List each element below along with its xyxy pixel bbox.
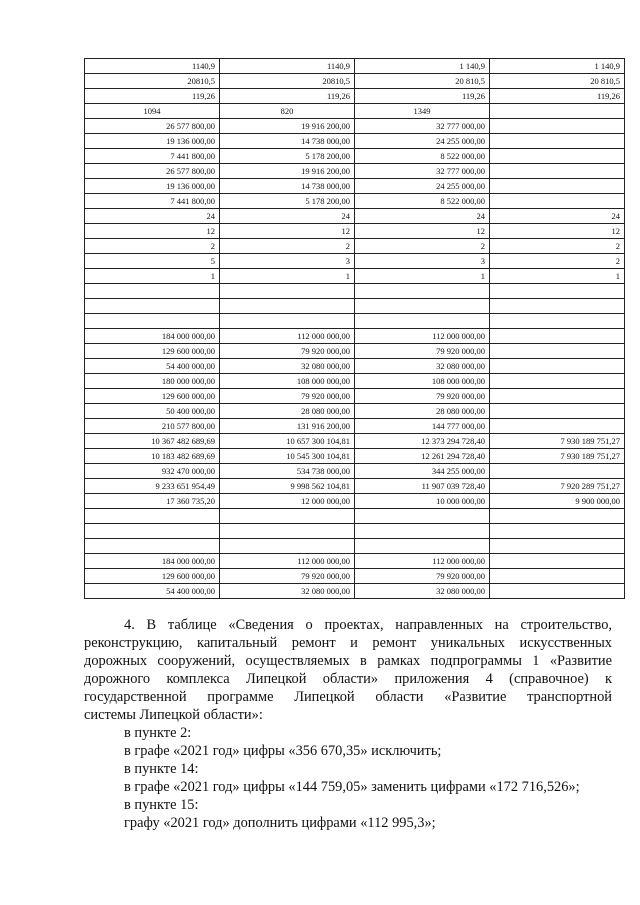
table-cell: 820 xyxy=(220,104,355,119)
table-cell: 79 920 000,00 xyxy=(220,389,355,404)
point-14-heading: в пункте 14: xyxy=(124,761,199,777)
table-row xyxy=(85,479,625,494)
document-text xyxy=(84,616,612,832)
table-cell xyxy=(490,329,625,344)
table-row xyxy=(85,299,625,314)
table-cell: 24 255 000,00 xyxy=(355,179,490,194)
table-cell: 24 xyxy=(85,209,220,224)
table-cell: 12 000 000,00 xyxy=(220,494,355,509)
table-cell: 19 136 000,00 xyxy=(85,179,220,194)
table-row xyxy=(85,149,625,164)
table-row xyxy=(85,494,625,509)
table-cell xyxy=(490,344,625,359)
table-cell: 14 738 000,00 xyxy=(220,179,355,194)
table-cell: 20 810,5 xyxy=(490,74,625,89)
table-cell: 1140,9 xyxy=(85,59,220,74)
table-cell xyxy=(85,524,220,539)
table-cell xyxy=(220,284,355,299)
table-cell xyxy=(85,284,220,299)
table-cell: 11 907 039 728,40 xyxy=(355,479,490,494)
table-cell xyxy=(355,284,490,299)
table-cell: 8 522 000,00 xyxy=(355,149,490,164)
table-row xyxy=(85,269,625,284)
table-row xyxy=(85,359,625,374)
table-cell: 19 916 200,00 xyxy=(220,119,355,134)
table-cell: 932 470 000,00 xyxy=(85,464,220,479)
table-cell xyxy=(490,119,625,134)
table-row xyxy=(85,524,625,539)
table-cell xyxy=(85,539,220,554)
table-cell xyxy=(490,419,625,434)
table-cell: 7 930 189 751,27 xyxy=(490,434,625,449)
table-cell xyxy=(220,539,355,554)
table-cell xyxy=(490,554,625,569)
table-cell: 24 255 000,00 xyxy=(355,134,490,149)
table-cell: 119,26 xyxy=(85,89,220,104)
table-cell: 5 178 200,00 xyxy=(220,149,355,164)
table-cell: 5 xyxy=(85,254,220,269)
table-cell: 32 080 000,00 xyxy=(220,584,355,599)
table-row xyxy=(85,74,625,89)
table-cell: 108 000 000,00 xyxy=(220,374,355,389)
table-row xyxy=(85,284,625,299)
table-cell xyxy=(355,539,490,554)
table-cell xyxy=(490,569,625,584)
table-row xyxy=(85,389,625,404)
table-cell xyxy=(490,299,625,314)
table-cell: 17 360 735,20 xyxy=(85,494,220,509)
table-cell xyxy=(355,314,490,329)
table-cell: 32 777 000,00 xyxy=(355,119,490,134)
table-cell xyxy=(490,194,625,209)
table-cell: 112 000 000,00 xyxy=(220,554,355,569)
table-cell: 10 183 482 689,69 xyxy=(85,449,220,464)
table-cell: 9 998 562 104,81 xyxy=(220,479,355,494)
table-cell: 9 233 651 954,49 xyxy=(85,479,220,494)
table-cell: 210 577 800,00 xyxy=(85,419,220,434)
table-cell xyxy=(490,404,625,419)
point-2-heading: в пункте 2: xyxy=(124,725,192,741)
point-14-text: в графе «2021 год» цифры «144 759,05» заменить цифрами «172 716,526»; xyxy=(124,779,580,795)
table-cell: 129 600 000,00 xyxy=(85,569,220,584)
table-cell xyxy=(85,314,220,329)
table-cell xyxy=(490,314,625,329)
table-cell: 7 441 800,00 xyxy=(85,194,220,209)
table-cell: 8 522 000,00 xyxy=(355,194,490,209)
paragraph-4-line-1: 4. В таблице «Сведения о проектах, направленных на строительство, xyxy=(124,617,612,633)
table-cell: 1 140,9 xyxy=(490,59,625,74)
table-row xyxy=(85,194,625,209)
table-cell: 3 xyxy=(355,254,490,269)
table-cell: 26 577 800,00 xyxy=(85,119,220,134)
table-row xyxy=(85,404,625,419)
point-2-text: в графе «2021 год» цифры «356 670,35» исключить; xyxy=(124,743,442,759)
table-cell: 1 xyxy=(355,269,490,284)
table-cell: 54 400 000,00 xyxy=(85,584,220,599)
table-cell: 180 000 000,00 xyxy=(85,374,220,389)
table-cell: 112 000 000,00 xyxy=(355,329,490,344)
table-cell: 20810,5 xyxy=(85,74,220,89)
table-cell: 24 xyxy=(490,209,625,224)
table-row xyxy=(85,329,625,344)
table-cell: 79 920 000,00 xyxy=(220,569,355,584)
table-cell xyxy=(490,539,625,554)
table-cell: 534 738 000,00 xyxy=(220,464,355,479)
table-cell: 7 441 800,00 xyxy=(85,149,220,164)
table-row xyxy=(85,164,625,179)
table-row xyxy=(85,254,625,269)
table-cell: 112 000 000,00 xyxy=(220,329,355,344)
table-row xyxy=(85,134,625,149)
table-cell: 10 367 482 689,69 xyxy=(85,434,220,449)
table-row xyxy=(85,449,625,464)
table-cell: 131 916 200,00 xyxy=(220,419,355,434)
table-cell: 79 920 000,00 xyxy=(355,344,490,359)
table-cell: 12 xyxy=(85,224,220,239)
table-cell: 119,26 xyxy=(220,89,355,104)
table-cell: 32 080 000,00 xyxy=(355,359,490,374)
table-cell xyxy=(490,164,625,179)
table-cell xyxy=(355,509,490,524)
table-row xyxy=(85,209,625,224)
table-cell: 1 xyxy=(85,269,220,284)
paragraph-4-line-4: дорожного комплекса Липецкой области» приложения 4 (справочное) к xyxy=(84,671,612,687)
table-cell: 1 140,9 xyxy=(355,59,490,74)
point-15-heading: в пункте 15: xyxy=(124,797,199,813)
table-cell: 119,26 xyxy=(490,89,625,104)
table-cell: 12 xyxy=(490,224,625,239)
table-cell: 2 xyxy=(220,239,355,254)
table-cell: 79 920 000,00 xyxy=(355,569,490,584)
data-table-body xyxy=(85,59,625,599)
table-cell xyxy=(220,524,355,539)
paragraph-4-line-5: государственной программе Липецкой области «Развитие транспортной xyxy=(84,689,612,705)
table-cell: 10 000 000,00 xyxy=(355,494,490,509)
table-cell: 54 400 000,00 xyxy=(85,359,220,374)
table-row xyxy=(85,224,625,239)
table-cell xyxy=(490,359,625,374)
table-cell: 108 000 000,00 xyxy=(355,374,490,389)
table-cell: 1140,9 xyxy=(220,59,355,74)
table-cell xyxy=(220,314,355,329)
table-cell: 79 920 000,00 xyxy=(355,389,490,404)
data-table xyxy=(84,58,625,599)
table-cell xyxy=(220,509,355,524)
table-cell: 9 900 000,00 xyxy=(490,494,625,509)
paragraph-4-line-2: реконструкцию, капитальный ремонт и ремонт уникальных искусственных xyxy=(84,635,612,651)
table-cell xyxy=(490,149,625,164)
table-row xyxy=(85,374,625,389)
table-cell: 2 xyxy=(85,239,220,254)
table-cell xyxy=(490,464,625,479)
table-cell: 19 916 200,00 xyxy=(220,164,355,179)
table-row xyxy=(85,464,625,479)
table-cell: 144 777 000,00 xyxy=(355,419,490,434)
table-cell: 2 xyxy=(490,254,625,269)
table-cell: 12 373 294 728,40 xyxy=(355,434,490,449)
table-cell: 129 600 000,00 xyxy=(85,389,220,404)
table-cell: 32 080 000,00 xyxy=(355,584,490,599)
table-row xyxy=(85,239,625,254)
table-cell xyxy=(490,524,625,539)
table-cell: 28 080 000,00 xyxy=(355,404,490,419)
table-cell: 24 xyxy=(220,209,355,224)
table-row xyxy=(85,434,625,449)
table-cell: 32 080 000,00 xyxy=(220,359,355,374)
table-cell: 12 xyxy=(355,224,490,239)
table-row xyxy=(85,89,625,104)
table-cell: 344 255 000,00 xyxy=(355,464,490,479)
table-cell: 20 810,5 xyxy=(355,74,490,89)
table-cell: 1 xyxy=(220,269,355,284)
table-cell: 1349 xyxy=(355,104,490,119)
table-row xyxy=(85,314,625,329)
table-cell: 112 000 000,00 xyxy=(355,554,490,569)
paragraph-4-line-3: дорожных сооружений, осуществляемых в рамках подпрограммы 1 «Развитие xyxy=(84,653,612,669)
table-cell: 10 657 300 104,81 xyxy=(220,434,355,449)
table-cell xyxy=(490,389,625,404)
table-row xyxy=(85,419,625,434)
table-cell: 19 136 000,00 xyxy=(85,134,220,149)
table-row xyxy=(85,539,625,554)
table-row xyxy=(85,509,625,524)
table-cell xyxy=(490,584,625,599)
table-cell: 28 080 000,00 xyxy=(220,404,355,419)
table-cell xyxy=(85,509,220,524)
table-cell: 24 xyxy=(355,209,490,224)
table-cell: 7 920 289 751,27 xyxy=(490,479,625,494)
table-row xyxy=(85,179,625,194)
table-cell xyxy=(490,179,625,194)
table-cell: 5 178 200,00 xyxy=(220,194,355,209)
table-cell xyxy=(490,134,625,149)
table-cell: 2 xyxy=(490,239,625,254)
table-cell xyxy=(490,509,625,524)
table-row xyxy=(85,119,625,134)
point-15-text: графу «2021 год» дополнить цифрами «112 995,3»; xyxy=(124,815,436,831)
table-cell: 3 xyxy=(220,254,355,269)
table-cell: 184 000 000,00 xyxy=(85,554,220,569)
table-row xyxy=(85,554,625,569)
table-cell: 32 777 000,00 xyxy=(355,164,490,179)
table-cell xyxy=(355,299,490,314)
table-cell: 2 xyxy=(355,239,490,254)
table-cell xyxy=(220,299,355,314)
table-cell xyxy=(490,374,625,389)
table-cell: 129 600 000,00 xyxy=(85,344,220,359)
table-row xyxy=(85,344,625,359)
paragraph-4-line-6: системы Липецкой области»: xyxy=(84,707,263,723)
table-cell: 184 000 000,00 xyxy=(85,329,220,344)
table-cell: 119,26 xyxy=(355,89,490,104)
table-cell xyxy=(490,284,625,299)
table-cell: 50 400 000,00 xyxy=(85,404,220,419)
table-cell: 12 261 294 728,40 xyxy=(355,449,490,464)
table-cell: 7 930 189 751,27 xyxy=(490,449,625,464)
table-row xyxy=(85,59,625,74)
table-row xyxy=(85,104,625,119)
table-cell: 12 xyxy=(220,224,355,239)
table-cell: 79 920 000,00 xyxy=(220,344,355,359)
table-cell xyxy=(355,524,490,539)
table-cell: 1094 xyxy=(85,104,220,119)
table-cell: 1 xyxy=(490,269,625,284)
table-cell xyxy=(85,299,220,314)
table-cell: 10 545 300 104,81 xyxy=(220,449,355,464)
table-cell xyxy=(490,104,625,119)
data-table-container xyxy=(84,58,624,599)
table-cell: 20810,5 xyxy=(220,74,355,89)
table-row xyxy=(85,584,625,599)
table-row xyxy=(85,569,625,584)
table-cell: 26 577 800,00 xyxy=(85,164,220,179)
table-cell: 14 738 000,00 xyxy=(220,134,355,149)
